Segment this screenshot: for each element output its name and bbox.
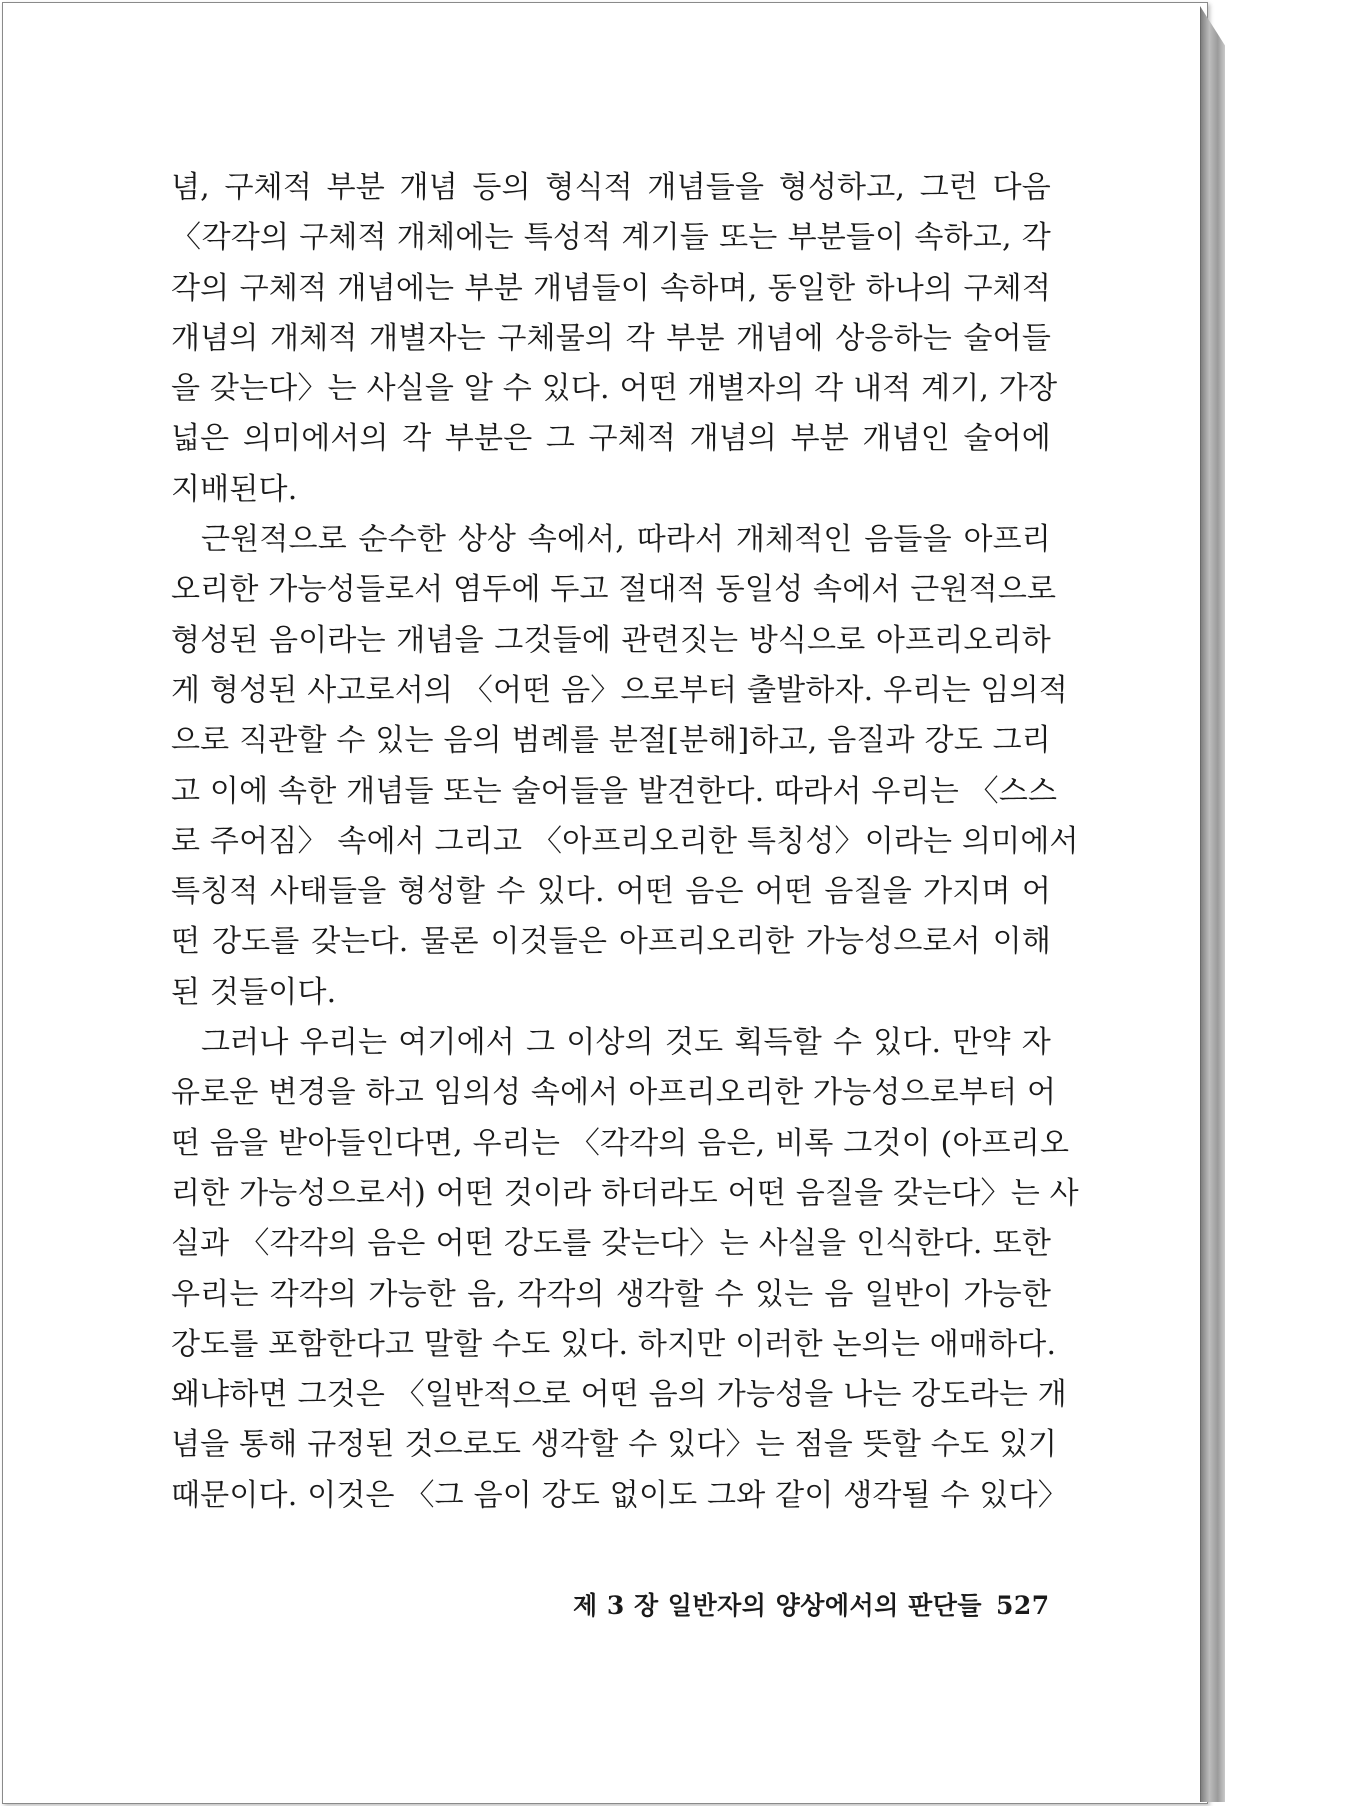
- text-line: 게 형성된 사고로서의 〈어떤 음〉으로부터 출발하자. 우리는 임의적: [171, 672, 1068, 708]
- text-line: 우리는 각각의 가능한 음, 각각의 생각할 수 있는 음 일반이 가능한: [171, 1276, 1051, 1312]
- body-text: [171, 163, 1079, 1521]
- text-line: 오리한 가능성들로서 염두에 두고 절대적 동일성 속에서 근원적으로: [171, 572, 1057, 608]
- text-line: 으로 직관할 수 있는 음의 범례를 분절[분해]하고, 음질과 강도 그리: [171, 723, 1051, 759]
- text-line: 실과 〈각각의 음은 어떤 강도를 갖는다〉는 사실을 인식한다. 또한: [171, 1226, 1051, 1262]
- text-line: 로 주어짐〉 속에서 그리고 〈아프리오리한 특칭성〉이라는 의미에서: [171, 823, 1079, 859]
- text-line: 근원적으로 순수한 상상 속에서, 따라서 개체적인 음들을 아프리: [201, 522, 1051, 558]
- text-line: 각의 구체적 개념에는 부분 개념들이 속하며, 동일한 하나의 구체적: [171, 270, 1051, 306]
- text-line: 고 이에 속한 개념들 또는 술어들을 발견한다. 따라서 우리는 〈스스: [171, 773, 1058, 809]
- text-line: 유로운 변경을 하고 임의성 속에서 아프리오리한 가능성으로부터 어: [171, 1075, 1057, 1111]
- text-line: 리한 가능성으로서) 어떤 것이라 하더라도 어떤 음질을 갖는다〉는 사: [171, 1175, 1079, 1211]
- text-line: 그러나 우리는 여기에서 그 이상의 것도 획득할 수 있다. 만약 자: [201, 1025, 1051, 1061]
- text-line: 〈각각의 구체적 개체에는 특성적 계기들 또는 부분들이 속하고, 각: [171, 220, 1051, 256]
- text-line: 된 것들이다.: [171, 974, 337, 1010]
- text-line: 떤 강도를 갖는다. 물론 이것들은 아프리오리한 가능성으로서 이해: [171, 924, 1051, 960]
- text-line: 넓은 의미에서의 각 부분은 그 구체적 개념의 부분 개념인 술어에: [171, 421, 1051, 457]
- running-footer: [573, 1586, 1050, 1622]
- chapter-title: 제 3 장 일반자의 양상에서의 판단들: [573, 1591, 983, 1620]
- text-line: 지배된다.: [171, 471, 298, 507]
- text-line: 념, 구체적 부분 개념 등의 형식적 개념들을 형성하고, 그런 다음: [171, 170, 1051, 205]
- text-line: 념을 통해 규정된 것으로도 생각할 수 있다〉는 점을 뜻할 수도 있기: [171, 1427, 1058, 1463]
- text-line: 때문이다. 이것은 〈그 음이 강도 없이도 그와 같이 생각될 수 있다〉: [171, 1477, 1068, 1513]
- book-page-edge: [1200, 6, 1225, 1802]
- text-line: 특칭적 사태들을 형성할 수 있다. 어떤 음은 어떤 음질을 가지며 어: [171, 874, 1051, 910]
- text-line: 왜냐하면 그것은 〈일반적으로 어떤 음의 가능성을 나는 강도라는 개: [171, 1377, 1067, 1413]
- book-page: [2, 2, 1208, 1804]
- text-line: 을 갖는다〉는 사실을 알 수 있다. 어떤 개별자의 각 내적 계기, 가장: [171, 371, 1058, 407]
- text-line: 떤 음을 받아들인다면, 우리는 〈각각의 음은, 비록 그것이 (아프리오: [171, 1125, 1070, 1161]
- text-line: 강도를 포함한다고 말할 수도 있다. 하지만 이러한 논의는 애매하다.: [171, 1326, 1057, 1362]
- page-number: 527: [996, 1591, 1050, 1620]
- text-line: 개념의 개체적 개별자는 구체물의 각 부분 개념에 상응하는 술어들: [171, 320, 1051, 356]
- text-line: 형성된 음이라는 개념을 그것들에 관련짓는 방식으로 아프리오리하: [171, 622, 1051, 658]
